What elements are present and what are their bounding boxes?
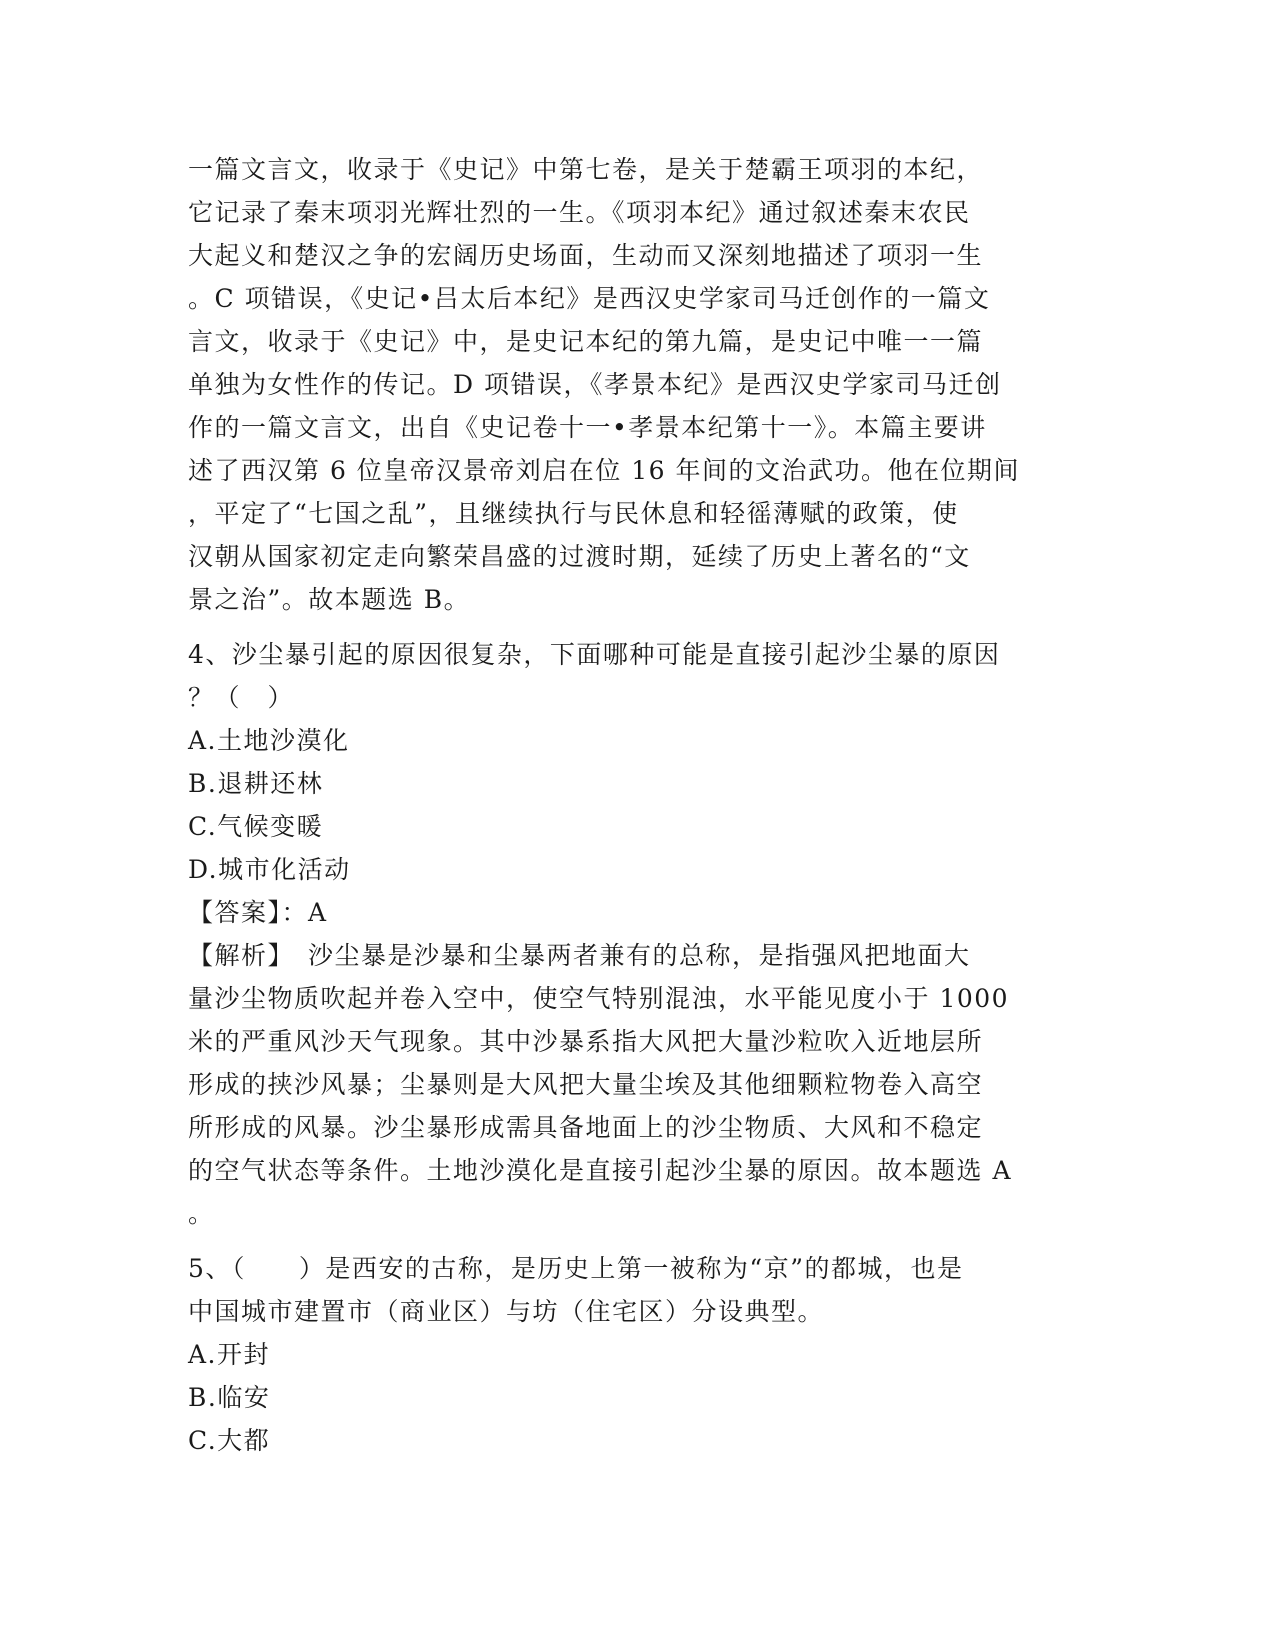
text-line: 作的一篇文言文，出自《史记卷十一•孝景本纪第十一》。本篇主要讲 [188, 413, 987, 442]
analysis-line: 【解析】 沙尘暴是沙暴和尘暴两者兼有的总称，是指强风把地面大 [188, 941, 971, 970]
option-b: B.退耕还林 [188, 769, 324, 798]
text-line: ，平定了“七国之乱”，且继续执行与民休息和轻徭薄赋的政策，使 [188, 499, 959, 528]
analysis-line: 形成的挟沙风暴；尘暴则是大风把大量尘埃及其他细颗粒物卷入高空 [188, 1070, 984, 1099]
text-line: 。C 项错误，《史记•吕太后本纪》是西汉史学家司马迁创作的一篇文 [188, 284, 991, 313]
text-line: 单独为女性作的传记。D 项错误，《孝景本纪》是西汉史学家司马迁创 [188, 370, 1002, 399]
text-line: 汉朝从国家初定走向繁荣昌盛的过渡时期，延续了历史上著名的“文 [188, 542, 971, 571]
question-5 [188, 1247, 1088, 1462]
analysis-line: 米的严重风沙天气现象。其中沙暴系指大风把大量沙粒吹入近地层所 [188, 1027, 984, 1056]
option-a: A.土地沙漠化 [188, 726, 350, 755]
analysis-line: 量沙尘物质吹起并卷入空中，使空气特别混浊，水平能见度小于 1000 [188, 984, 1010, 1013]
question-stem-line: 4、沙尘暴引起的原因很复杂，下面哪种可能是直接引起沙尘暴的原因 [188, 640, 1001, 669]
option-b: B.临安 [188, 1383, 271, 1412]
question-4 [188, 633, 1088, 1235]
analysis-line: 所形成的风暴。沙尘暴形成需具备地面上的沙尘物质、大风和不稳定 [188, 1113, 984, 1142]
analysis-line: 。 [188, 1199, 215, 1228]
text-line: 述了西汉第 6 位皇帝汉景帝刘启在位 16 年间的文治武功。他在位期间 [188, 456, 1021, 485]
text-line: 它记录了秦末项羽光辉壮烈的一生。《项羽本纪》通过叙述秦末农民 [188, 198, 971, 227]
question-stem-line: 中国城市建置市（商业区）与坊（住宅区）分设典型。 [188, 1297, 825, 1326]
paragraph-gap [188, 621, 1088, 633]
paragraph-gap [188, 1235, 1088, 1247]
text-line: 一篇文言文，收录于《史记》中第七卷，是关于楚霸王项羽的本纪， [188, 155, 984, 184]
option-c: C.气候变暖 [188, 812, 324, 841]
answer-line: 【答案】：A [188, 898, 328, 927]
text-line: 景之治”。故本题选 B。 [188, 585, 471, 614]
page-content [188, 148, 1088, 1462]
option-a: A.开封 [188, 1340, 271, 1369]
option-d: D.城市化活动 [188, 855, 351, 884]
text-line: 言文，收录于《史记》中，是史记本纪的第九篇，是史记中唯一一篇 [188, 327, 984, 356]
option-c: C.大都 [188, 1426, 271, 1455]
analysis-line: 的空气状态等条件。土地沙漠化是直接引起沙尘暴的原因。故本题选 A [188, 1156, 1013, 1185]
previous-analysis-continuation [188, 148, 1088, 621]
text-line: 大起义和楚汉之争的宏阔历史场面，生动而又深刻地描述了项羽一生 [188, 241, 984, 270]
question-stem-line: 5、（ ）是西安的古称，是历史上第一被称为“京”的都城，也是 [188, 1254, 964, 1283]
question-stem-line: ？（ ） [188, 683, 295, 712]
